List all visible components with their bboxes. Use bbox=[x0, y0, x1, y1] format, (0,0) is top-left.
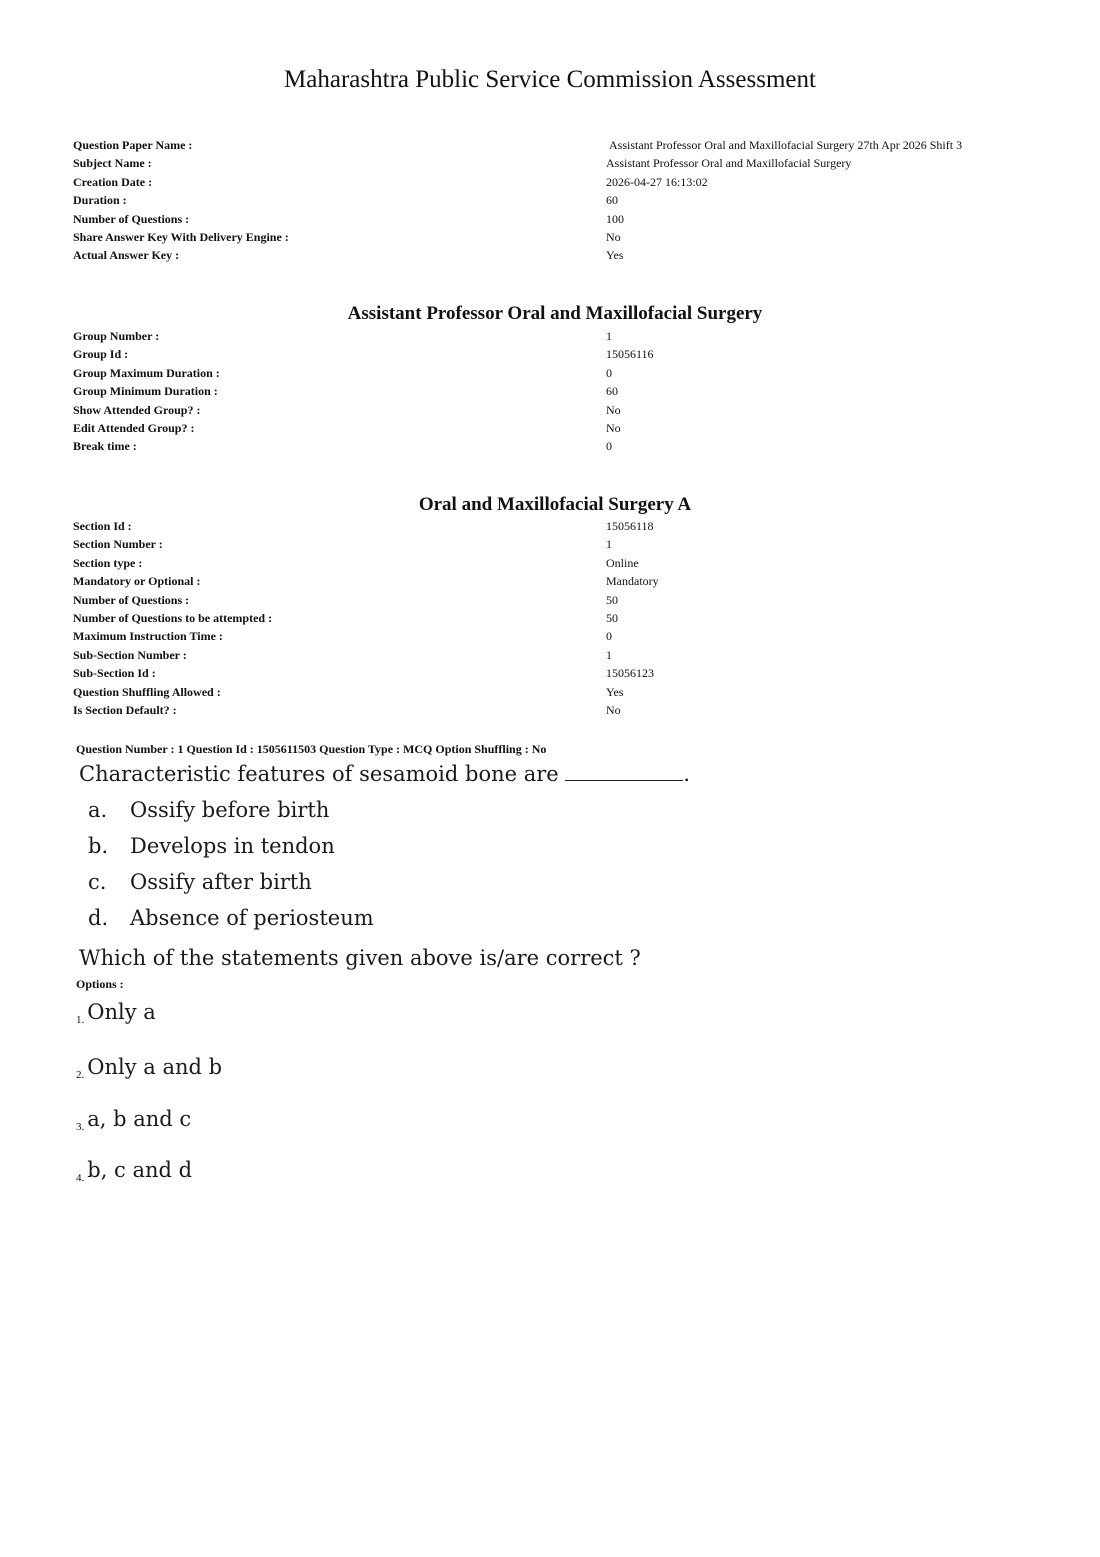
group-info-row bbox=[73, 401, 1033, 419]
field-value: Assistant Professor Oral and Maxillofacial Surgery bbox=[606, 156, 852, 171]
answer-option bbox=[76, 1053, 222, 1081]
field-value: No bbox=[606, 402, 621, 417]
question-stem-text: Characteristic features of sesamoid bone are bbox=[79, 762, 559, 786]
question-prompt: Which of the statements given above is/are correct ? bbox=[79, 946, 641, 970]
statement-item bbox=[88, 796, 329, 824]
field-label: Section Id : bbox=[73, 519, 132, 533]
answer-option bbox=[76, 1156, 192, 1184]
field-label: Question Paper Name : bbox=[73, 138, 193, 152]
paper-info-row bbox=[73, 173, 1033, 191]
group-title: Assistant Professor Oral and Maxillofacial Surgery bbox=[347, 303, 763, 324]
section-info-list bbox=[73, 517, 1033, 719]
section-info-row bbox=[73, 609, 1033, 627]
question-stem-end: . bbox=[683, 762, 691, 786]
field-value: 15056118 bbox=[606, 519, 654, 533]
field-value: 1 bbox=[606, 647, 612, 662]
section-info-row bbox=[73, 535, 1033, 553]
paper-info-row bbox=[73, 210, 1033, 228]
option-number: 3. bbox=[76, 1121, 85, 1133]
field-label: Show Attended Group? : bbox=[73, 402, 201, 417]
section-info-row bbox=[73, 554, 1033, 572]
field-label: Section Number : bbox=[73, 537, 163, 552]
field-label: Maximum Instruction Time : bbox=[73, 629, 223, 644]
field-label: Edit Attended Group? : bbox=[73, 420, 195, 435]
section-info-row bbox=[73, 683, 1033, 701]
group-info-row bbox=[73, 437, 1033, 455]
section-info-row bbox=[73, 627, 1033, 645]
question-meta: Question Number : 1 Question Id : 1505611503 Question Type : MCQ Option Shuffling : No bbox=[76, 742, 547, 756]
field-label: Group Maximum Duration : bbox=[73, 365, 220, 380]
field-value: Online bbox=[606, 555, 639, 570]
field-value: Mandatory bbox=[606, 574, 659, 589]
paper-info-row bbox=[73, 191, 1033, 209]
field-value: 50 bbox=[606, 610, 618, 625]
field-value: 60 bbox=[606, 193, 618, 208]
section-info-row bbox=[73, 701, 1033, 719]
statement-letter: b. bbox=[88, 834, 109, 858]
statement-item bbox=[88, 832, 335, 860]
field-label: Number of Questions : bbox=[73, 211, 190, 226]
field-value: 15056123 bbox=[606, 666, 654, 681]
statement-item bbox=[88, 868, 312, 896]
field-label: Question Shuffling Allowed : bbox=[73, 684, 221, 699]
field-value: 15056116 bbox=[606, 347, 654, 362]
field-value: No bbox=[606, 229, 621, 244]
statement-text: Develops in tendon bbox=[130, 834, 335, 858]
field-value: 0 bbox=[606, 365, 612, 380]
field-value: 0 bbox=[606, 629, 612, 644]
field-label: Share Answer Key With Delivery Engine : bbox=[73, 229, 289, 244]
group-info-row bbox=[73, 419, 1033, 437]
field-label: Break time : bbox=[73, 439, 137, 454]
field-label: Subject Name : bbox=[73, 156, 152, 171]
field-label: Group Number : bbox=[73, 329, 160, 343]
question-stem bbox=[79, 760, 690, 788]
field-value: No bbox=[606, 702, 621, 717]
field-label: Number of Questions : bbox=[73, 592, 190, 607]
field-value: 1 bbox=[606, 329, 612, 343]
section-title: Oral and Maxillofacial Surgery A bbox=[418, 494, 692, 515]
group-info-row bbox=[73, 327, 1033, 345]
option-text: b, c and d bbox=[87, 1158, 193, 1182]
option-text: Only a bbox=[87, 1000, 156, 1024]
section-info-row bbox=[73, 591, 1033, 609]
option-text: Only a and b bbox=[87, 1055, 223, 1079]
field-value: 50 bbox=[606, 592, 618, 607]
answer-option bbox=[76, 998, 156, 1026]
field-label: Group Id : bbox=[73, 347, 129, 362]
field-label: Mandatory or Optional : bbox=[73, 574, 201, 589]
statement-text: Ossify after birth bbox=[130, 870, 312, 894]
statement-letter: a. bbox=[88, 798, 108, 822]
field-value: Assistant Professor Oral and Maxillofacial Surgery 27th Apr 2026 Shift 3 bbox=[609, 138, 963, 152]
field-label: Creation Date : bbox=[73, 174, 153, 189]
statement-item bbox=[88, 904, 374, 932]
section-info-row bbox=[73, 572, 1033, 590]
field-value: Yes bbox=[606, 248, 624, 263]
section-info-row bbox=[73, 517, 1033, 535]
document-title: Maharashtra Public Service Commission Assessment bbox=[284, 66, 816, 93]
field-value: No bbox=[606, 420, 621, 435]
options-label: Options : bbox=[76, 977, 124, 991]
statement-letter: d. bbox=[88, 906, 109, 930]
field-value: 60 bbox=[606, 384, 618, 399]
paper-info-row bbox=[73, 154, 1033, 172]
field-label: Section type : bbox=[73, 555, 143, 570]
paper-info-row bbox=[73, 228, 1033, 246]
field-label: Is Section Default? : bbox=[73, 702, 177, 717]
group-info-row bbox=[73, 345, 1033, 363]
statement-letter: c. bbox=[88, 870, 107, 894]
field-label: Number of Questions to be attempted : bbox=[73, 610, 273, 625]
group-info-list bbox=[73, 327, 1033, 456]
option-number: 2. bbox=[76, 1069, 85, 1081]
statement-text: Ossify before birth bbox=[130, 798, 330, 822]
section-info-row bbox=[73, 646, 1033, 664]
option-number: 1. bbox=[76, 1014, 85, 1026]
option-text: a, b and c bbox=[87, 1107, 192, 1131]
field-label: Duration : bbox=[73, 193, 127, 208]
statement-text: Absence of periosteum bbox=[130, 906, 374, 930]
answer-option bbox=[76, 1105, 191, 1133]
field-label: Sub-Section Id : bbox=[73, 666, 156, 681]
field-value: Yes bbox=[606, 684, 624, 699]
option-number: 4. bbox=[76, 1172, 85, 1184]
field-value: 0 bbox=[606, 439, 612, 454]
paper-info-row bbox=[73, 136, 1033, 154]
group-info-row bbox=[73, 382, 1033, 400]
field-label: Actual Answer Key : bbox=[73, 248, 180, 263]
field-value: 2026-04-27 16:13:02 bbox=[606, 174, 708, 189]
field-value: 100 bbox=[606, 211, 624, 226]
field-label: Group Minimum Duration : bbox=[73, 384, 218, 399]
answer-blank bbox=[565, 762, 683, 781]
paper-info-row bbox=[73, 246, 1033, 264]
field-value: 1 bbox=[606, 537, 612, 552]
group-info-row bbox=[73, 364, 1033, 382]
paper-info-list bbox=[73, 136, 1033, 265]
section-info-row bbox=[73, 664, 1033, 682]
field-label: Sub-Section Number : bbox=[73, 647, 187, 662]
